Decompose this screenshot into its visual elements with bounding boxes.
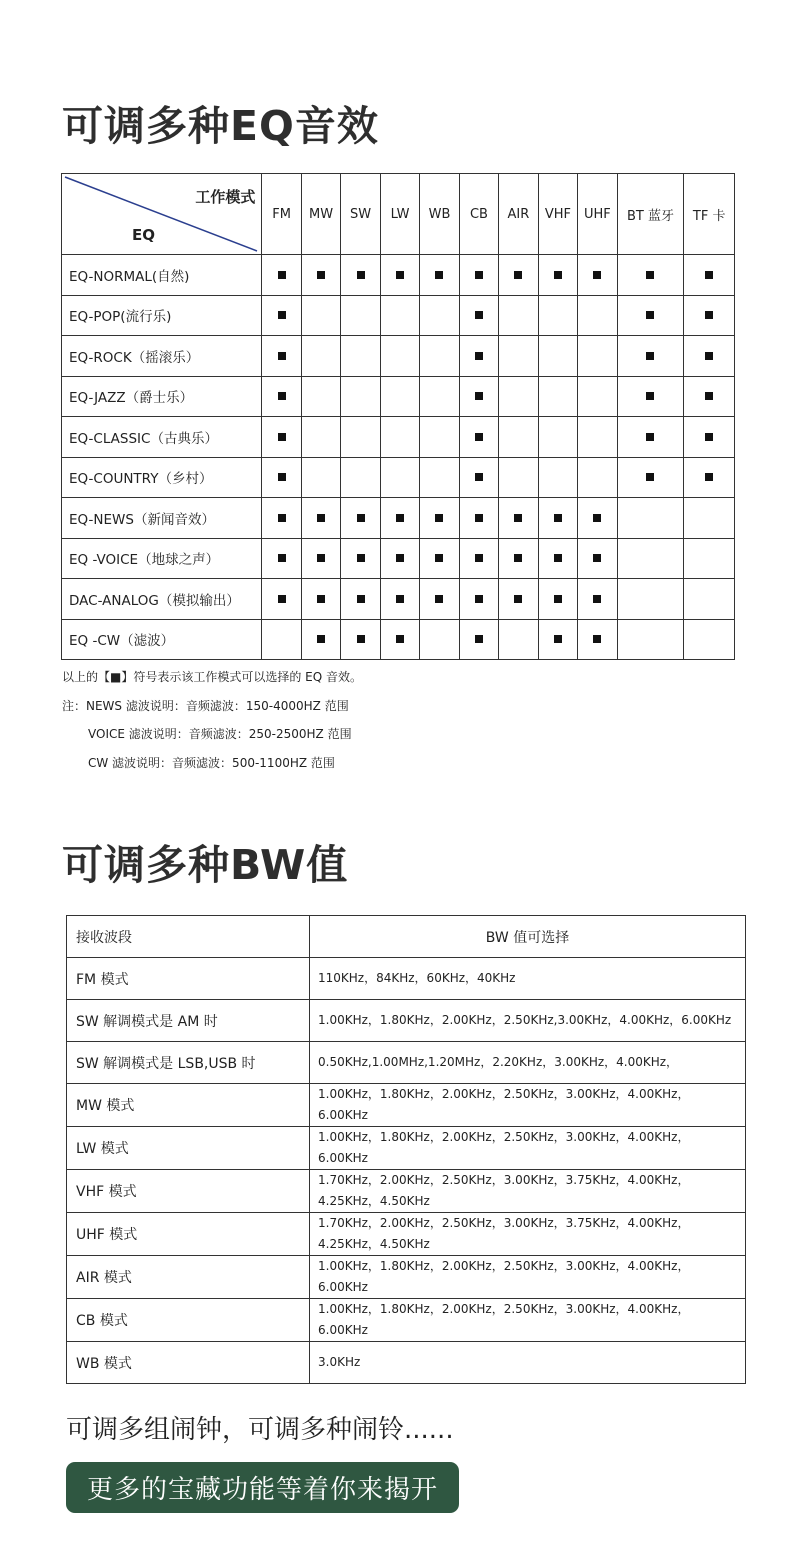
bw-header-band: 接收波段 (67, 916, 310, 958)
supported-mark-icon (475, 514, 483, 522)
supported-mark-icon (278, 271, 286, 279)
eq-cell (578, 538, 617, 579)
eq-cell (499, 336, 538, 377)
supported-mark-icon (396, 514, 404, 522)
supported-mark-icon (357, 635, 365, 643)
bw-mode-label: LW 模式 (67, 1127, 310, 1170)
eq-cell (301, 376, 340, 417)
eq-cell (617, 295, 684, 336)
bw-mode-label: MW 模式 (67, 1084, 310, 1127)
eq-row (62, 457, 735, 498)
supported-mark-icon (593, 554, 601, 562)
eq-cell (499, 619, 538, 660)
bw-values: 1.00KHz，1.80KHz，2.00KHz，2.50KHz,3.00KHz，4.00KHz，6.00KHz (310, 1000, 746, 1042)
eq-cell (459, 498, 498, 539)
eq-mode-header: SW (341, 174, 380, 255)
bw-values: 1.00KHz，1.80KHz，2.00KHz，2.50KHz，3.00KHz，4.00KHz，6.00KHz (310, 1084, 746, 1127)
supported-mark-icon (514, 514, 522, 522)
supported-mark-icon (475, 433, 483, 441)
eq-row (62, 417, 735, 458)
eq-cell (617, 538, 684, 579)
eq-cell (301, 417, 340, 458)
eq-section-title: 可调多种EQ音效 (62, 102, 379, 150)
supported-mark-icon (435, 271, 443, 279)
eq-mode-header: UHF (578, 174, 617, 255)
eq-cell (684, 336, 735, 377)
supported-mark-icon (593, 514, 601, 522)
supported-mark-icon (278, 392, 286, 400)
eq-cell (499, 498, 538, 539)
eq-cell (459, 295, 498, 336)
eq-cell (262, 538, 301, 579)
supported-mark-icon (593, 635, 601, 643)
eq-cell (262, 457, 301, 498)
eq-cell (459, 417, 498, 458)
eq-row-label: EQ -CW（滤波） (62, 619, 262, 660)
eq-cell (380, 295, 419, 336)
supported-mark-icon (396, 595, 404, 603)
bw-mode-label: AIR 模式 (67, 1256, 310, 1299)
bw-row (67, 1127, 746, 1170)
bw-values: 0.50KHz,1.00MHz,1.20MHz，2.20KHz，3.00KHz，4.00KHz， (310, 1042, 746, 1084)
eq-row-label: EQ-CLASSIC（古典乐） (62, 417, 262, 458)
eq-cell (420, 295, 459, 336)
eq-cell (578, 498, 617, 539)
eq-row-label: EQ-ROCK（摇滚乐） (62, 336, 262, 377)
bw-table-body (67, 916, 746, 1384)
eq-row (62, 295, 735, 336)
eq-cell (538, 619, 577, 660)
eq-mode-header: VHF (538, 174, 577, 255)
eq-cell (499, 579, 538, 620)
eq-cell (380, 579, 419, 620)
eq-cell (578, 579, 617, 620)
eq-cell (301, 538, 340, 579)
eq-cell (499, 417, 538, 458)
supported-mark-icon (593, 271, 601, 279)
eq-cell (684, 295, 735, 336)
supported-mark-icon (646, 271, 654, 279)
eq-mode-header: AIR (499, 174, 538, 255)
eq-cell (380, 255, 419, 296)
eq-cell (262, 579, 301, 620)
eq-row (62, 619, 735, 660)
eq-cell (538, 255, 577, 296)
eq-cell (538, 295, 577, 336)
eq-cell (301, 336, 340, 377)
eq-cell (617, 255, 684, 296)
eq-cell (301, 457, 340, 498)
eq-cell (617, 498, 684, 539)
supported-mark-icon (646, 352, 654, 360)
eq-cell (578, 295, 617, 336)
eq-cell (380, 538, 419, 579)
bw-values: 3.0KHz (310, 1342, 746, 1384)
eq-cell (262, 498, 301, 539)
eq-cell (684, 255, 735, 296)
eq-cell (341, 498, 380, 539)
bw-table (66, 915, 746, 1384)
eq-cell (459, 376, 498, 417)
bw-values: 1.70KHz，2.00KHz，2.50KHz，3.00KHz，3.75KHz，4.00KHz，4.25KHz，4.50KHz (310, 1213, 746, 1256)
eq-cell (301, 255, 340, 296)
supported-mark-icon (514, 271, 522, 279)
eq-cell (262, 336, 301, 377)
eq-row-label: EQ -VOICE（地球之声） (62, 538, 262, 579)
eq-row-label: EQ-JAZZ（爵士乐） (62, 376, 262, 417)
eq-cell (420, 255, 459, 296)
eq-cell (459, 579, 498, 620)
supported-mark-icon (317, 514, 325, 522)
eq-note-voice: VOICE 滤波说明：音频滤波：250-2500HZ 范围 (88, 727, 352, 741)
supported-mark-icon (357, 595, 365, 603)
bw-row (67, 1084, 746, 1127)
supported-mark-icon (554, 514, 562, 522)
bw-header-row (67, 916, 746, 958)
eq-notes (62, 668, 362, 782)
supported-mark-icon (646, 392, 654, 400)
eq-cell (578, 376, 617, 417)
supported-mark-icon (475, 473, 483, 481)
bw-values: 1.00KHz，1.80KHz，2.00KHz，2.50KHz，3.00KHz，4.00KHz，6.00KHz (310, 1127, 746, 1170)
eq-cell (380, 498, 419, 539)
bw-values: 110KHz，84KHz，60KHz，40KHz (310, 958, 746, 1000)
eq-note-cw: CW 滤波说明：音频滤波：500-1100HZ 范围 (88, 755, 335, 770)
supported-mark-icon (278, 311, 286, 319)
eq-mode-header: LW (380, 174, 419, 255)
eq-cell (380, 457, 419, 498)
eq-cell (684, 498, 735, 539)
bw-values: 1.00KHz，1.80KHz，2.00KHz，2.50KHz，3.00KHz，4.00KHz，6.00KHz (310, 1256, 746, 1299)
eq-cell (420, 457, 459, 498)
supported-mark-icon (278, 514, 286, 522)
eq-cell (499, 255, 538, 296)
eq-cell (684, 579, 735, 620)
bw-values: 1.70KHz，2.00KHz，2.50KHz，3.00KHz，3.75KHz，4.00KHz，4.25KHz，4.50KHz (310, 1170, 746, 1213)
eq-mode-header: FM (262, 174, 301, 255)
supported-mark-icon (357, 554, 365, 562)
bw-mode-label: CB 模式 (67, 1299, 310, 1342)
eq-cell (301, 295, 340, 336)
supported-mark-icon (475, 595, 483, 603)
supported-mark-icon (317, 595, 325, 603)
eq-row-label: EQ-NEWS（新闻音效） (62, 498, 262, 539)
bw-mode-label: VHF 模式 (67, 1170, 310, 1213)
supported-mark-icon (357, 271, 365, 279)
eq-cell (380, 619, 419, 660)
supported-mark-icon (475, 311, 483, 319)
eq-cell (459, 457, 498, 498)
eq-note-news: 注：NEWS 滤波说明：音频滤波：150-4000HZ 范围 (62, 698, 349, 713)
eq-cell (420, 376, 459, 417)
eq-cell (499, 538, 538, 579)
supported-mark-icon (357, 514, 365, 522)
bw-row (67, 1042, 746, 1084)
corner-mode-label: 工作模式 (195, 188, 256, 206)
eq-mode-header: MW (301, 174, 340, 255)
eq-cell (341, 336, 380, 377)
eq-cell (420, 336, 459, 377)
eq-cell (684, 417, 735, 458)
eq-cell (341, 417, 380, 458)
eq-row-label: EQ-NORMAL(自然) (62, 255, 262, 296)
eq-cell (459, 538, 498, 579)
eq-cell (341, 376, 380, 417)
eq-cell (578, 619, 617, 660)
eq-cell (341, 457, 380, 498)
eq-table-body (62, 255, 735, 660)
supported-mark-icon (554, 271, 562, 279)
eq-cell (617, 457, 684, 498)
eq-row (62, 498, 735, 539)
eq-cell (538, 579, 577, 620)
eq-cell (301, 498, 340, 539)
supported-mark-icon (705, 271, 713, 279)
supported-mark-icon (646, 473, 654, 481)
eq-cell (459, 336, 498, 377)
eq-cell (341, 619, 380, 660)
eq-cell (684, 376, 735, 417)
supported-mark-icon (317, 554, 325, 562)
bw-section-title: 可调多种BW值 (62, 841, 349, 889)
bw-row (67, 1256, 746, 1299)
supported-mark-icon (278, 352, 286, 360)
eq-mode-header: CB (459, 174, 498, 255)
eq-cell (341, 538, 380, 579)
supported-mark-icon (278, 595, 286, 603)
eq-row-label: DAC-ANALOG（模拟输出） (62, 579, 262, 620)
eq-cell (420, 619, 459, 660)
bw-mode-label: SW 解调模式是 LSB,USB 时 (67, 1042, 310, 1084)
supported-mark-icon (554, 554, 562, 562)
eq-cell (380, 417, 419, 458)
eq-cell (380, 336, 419, 377)
eq-cell (262, 619, 301, 660)
eq-row (62, 579, 735, 620)
eq-cell (617, 336, 684, 377)
supported-mark-icon (475, 635, 483, 643)
eq-row (62, 376, 735, 417)
eq-cell (459, 255, 498, 296)
eq-row-label: EQ-COUNTRY（乡村） (62, 457, 262, 498)
supported-mark-icon (396, 554, 404, 562)
eq-header-row (62, 174, 735, 255)
supported-mark-icon (705, 352, 713, 360)
eq-note-legend: 以上的【■】符号表示该工作模式可以选择的 EQ 音效。 (62, 670, 362, 684)
eq-corner-cell (62, 174, 262, 255)
eq-cell (538, 498, 577, 539)
supported-mark-icon (435, 595, 443, 603)
supported-mark-icon (435, 514, 443, 522)
eq-mode-header: BT 蓝牙 (617, 174, 684, 255)
supported-mark-icon (514, 595, 522, 603)
eq-cell (538, 376, 577, 417)
eq-row-label: EQ-POP(流行乐) (62, 295, 262, 336)
eq-cell (420, 579, 459, 620)
eq-cell (617, 417, 684, 458)
supported-mark-icon (475, 352, 483, 360)
eq-cell (538, 538, 577, 579)
eq-cell (538, 457, 577, 498)
supported-mark-icon (646, 433, 654, 441)
eq-cell (341, 579, 380, 620)
supported-mark-icon (278, 473, 286, 481)
bw-mode-label: SW 解调模式是 AM 时 (67, 1000, 310, 1042)
eq-cell (341, 295, 380, 336)
supported-mark-icon (554, 595, 562, 603)
eq-cell (420, 498, 459, 539)
supported-mark-icon (514, 554, 522, 562)
bw-row (67, 958, 746, 1000)
supported-mark-icon (475, 271, 483, 279)
bw-mode-label: WB 模式 (67, 1342, 310, 1384)
supported-mark-icon (593, 595, 601, 603)
eq-table (61, 173, 735, 660)
eq-cell (617, 579, 684, 620)
bw-row (67, 1170, 746, 1213)
supported-mark-icon (705, 433, 713, 441)
eq-row (62, 255, 735, 296)
eq-cell (262, 295, 301, 336)
eq-cell (262, 255, 301, 296)
eq-cell (578, 417, 617, 458)
eq-row (62, 538, 735, 579)
discover-more-banner: 更多的宝藏功能等着你来揭开 (66, 1462, 459, 1513)
supported-mark-icon (278, 433, 286, 441)
bw-row (67, 1299, 746, 1342)
alarm-feature-text: 可调多组闹钟，可调多种闹铃...... (66, 1415, 454, 1445)
supported-mark-icon (278, 554, 286, 562)
bw-values: 1.00KHz，1.80KHz，2.00KHz，2.50KHz，3.00KHz，4.00KHz，6.00KHz (310, 1299, 746, 1342)
eq-cell (499, 376, 538, 417)
eq-mode-header: WB (420, 174, 459, 255)
eq-cell (301, 619, 340, 660)
bw-mode-label: FM 模式 (67, 958, 310, 1000)
eq-row (62, 336, 735, 377)
eq-cell (262, 376, 301, 417)
eq-mode-header: TF 卡 (684, 174, 735, 255)
eq-cell (380, 376, 419, 417)
eq-cell (684, 457, 735, 498)
eq-cell (684, 538, 735, 579)
supported-mark-icon (396, 635, 404, 643)
eq-cell (684, 619, 735, 660)
supported-mark-icon (317, 635, 325, 643)
eq-cell (538, 336, 577, 377)
eq-cell (578, 255, 617, 296)
eq-cell (617, 376, 684, 417)
eq-cell (420, 538, 459, 579)
eq-cell (341, 255, 380, 296)
bw-row (67, 1213, 746, 1256)
supported-mark-icon (317, 271, 325, 279)
eq-cell (499, 457, 538, 498)
eq-cell (617, 619, 684, 660)
eq-cell (301, 579, 340, 620)
corner-eq-label: EQ (132, 226, 155, 244)
bw-row (67, 1342, 746, 1384)
eq-cell (538, 417, 577, 458)
supported-mark-icon (435, 554, 443, 562)
supported-mark-icon (554, 635, 562, 643)
eq-cell (262, 417, 301, 458)
eq-cell (420, 417, 459, 458)
eq-cell (499, 295, 538, 336)
supported-mark-icon (705, 392, 713, 400)
supported-mark-icon (705, 473, 713, 481)
bw-row (67, 1000, 746, 1042)
eq-cell (578, 336, 617, 377)
supported-mark-icon (705, 311, 713, 319)
bw-mode-label: UHF 模式 (67, 1213, 310, 1256)
eq-cell (578, 457, 617, 498)
bw-header-values: BW 值可选择 (310, 916, 746, 958)
supported-mark-icon (396, 271, 404, 279)
supported-mark-icon (475, 554, 483, 562)
supported-mark-icon (646, 311, 654, 319)
supported-mark-icon (475, 392, 483, 400)
eq-cell (459, 619, 498, 660)
